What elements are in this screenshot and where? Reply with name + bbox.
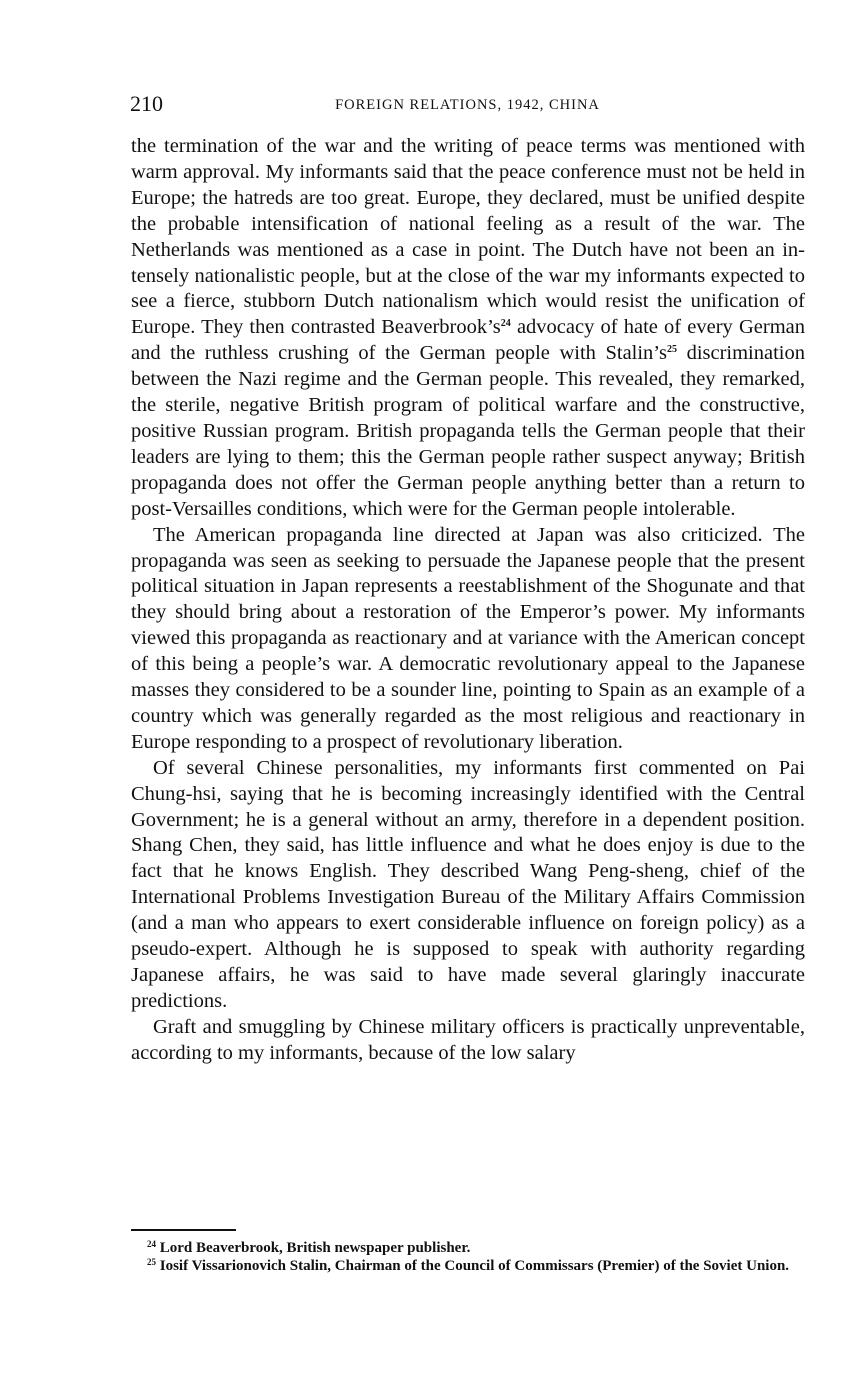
running-head: FOREIGN RELATIONS, 1942, CHINA xyxy=(335,97,600,113)
footnote-25-text: Iosif Vissarionovich Stalin, Chairman of the Council of Commissars (Premier) of the Soviet Union. xyxy=(159,1257,790,1274)
paragraph-1-part-b: advocacy of hate of every German and the ruthless crushing of the German people with Stalin’s xyxy=(131,316,805,365)
footnote-rule xyxy=(131,1229,236,1231)
footnote-25 xyxy=(131,1258,805,1276)
page-number: 210 xyxy=(130,91,163,116)
paragraph-1-part-c: discrimination between the Nazi regime and the German people. This revealed, they remarked, the sterile, negative British program of political warfare and the constructive, positive Russian program. British propaganda tells the German people that their leaders are lying to them; this the German people rather suspect anyway; British propaganda does not offer the German people anything better than a return to post-Versailles conditions, which were for the German people intolerable. xyxy=(131,342,805,520)
body-text xyxy=(131,134,805,1067)
footnote-24 xyxy=(131,1240,805,1258)
paragraph-2: The American propaganda line directed at Japan was also criticized. The propaganda was seen as seeking to persuade the Japanese people that the present political situation in Japan represents a reestablishment of the Shogunate and that they should bring about a restoration of the Emperor’s power. My informants viewed this propaganda as reactionary and at variance with the American concept of this being a people’s war. A democratic revolutionary appeal to the Japanese masses they considered to be a sounder line, pointing to Spain as an example of a country which was generally regarded as the most religious and reactionary in Europe responding to a prospect of revolutionary liberation. xyxy=(131,523,805,753)
paragraph-1 xyxy=(131,134,805,523)
footnote-24-number: 24 xyxy=(147,1239,156,1249)
footnote-ref-24: 24 xyxy=(500,318,511,330)
paragraph-4: Graft and smuggling by Chinese military officers is practically unpreventable, according to my informants, because of the low salary xyxy=(131,1015,805,1064)
page-header xyxy=(130,90,805,118)
footnote-ref-25: 25 xyxy=(666,344,677,356)
paragraph-1-part-a: the termination of the war and the writing of peace terms was mentioned with warm approval. My informants said that the peace conference must not be held in Europe; the hatreds are too great. Europe, they declared, must be unified despite the probable intensification of national feeling as a result of the war. The Netherlands was mentioned as a case in point. The Dutch have not been an intensely nationalistic people, but at the close of the war my informants expected to see a fierce, stubborn Dutch nationalism which would resist the unification of Europe. They then contrasted Beaverbrook’s xyxy=(131,135,805,339)
footnote-24-text: Lord Beaverbrook, British newspaper publisher. xyxy=(159,1240,471,1256)
footnotes xyxy=(131,1240,805,1275)
paragraph-3: Of several Chinese personalities, my informants first commented on Pai Chung-hsi, saying that he is becoming increasingly identified with the Central Government; he is a general without an army, therefore in a dependent position. Shang Chen, they said, has little influence and what he does enjoy is due to the fact that he knows English. They described Wang Peng-sheng, chief of the International Problems Investigation Bureau of the Military Affairs Commission (and a man who appears to exert considerable influence on foreign policy) as a pseudo-expert. Although he is supposed to speak with authority regarding Japanese affairs, he was said to have made several glaringly inaccurate predictions. xyxy=(131,756,805,1012)
footnote-25-number: 25 xyxy=(147,1256,156,1267)
